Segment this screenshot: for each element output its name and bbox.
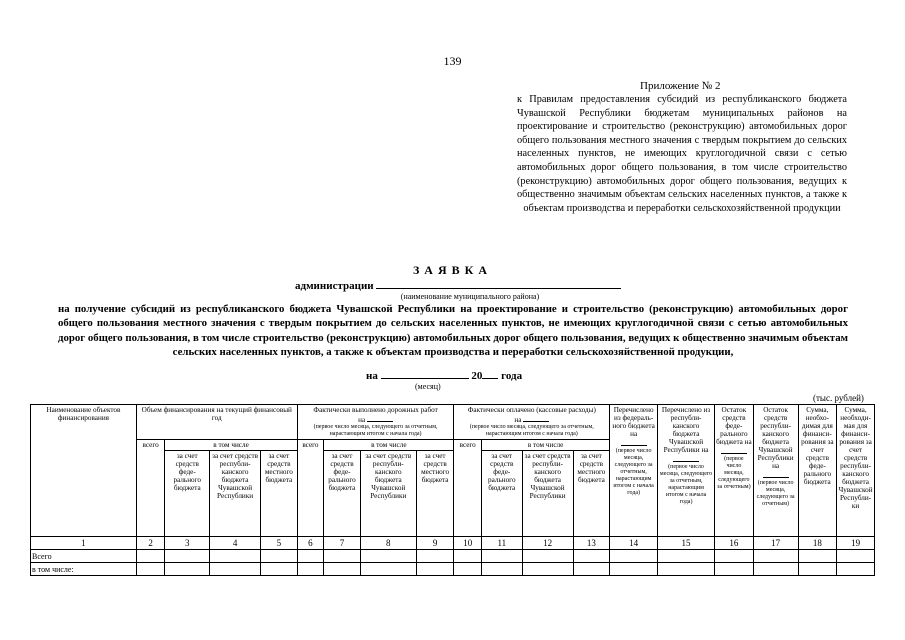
admin-caption: (наименование муниципального района) — [400, 292, 540, 301]
table-cell[interactable] — [658, 550, 715, 563]
col-number: 3 — [165, 537, 210, 550]
table-cell[interactable] — [753, 550, 798, 563]
header-paid-note: (первое число месяца, следующего за отчетным, нарастающим итогом с начала года) — [469, 424, 594, 437]
header-row-1 — [31, 405, 875, 440]
period-line — [366, 368, 522, 382]
col-number: 4 — [210, 537, 261, 550]
header-transferred-fed-label: Перечислено из федерального бюджета на — [612, 406, 655, 438]
header-balance-rep-label: Остаток средств республиканского бюджета Чувашской Республики на — [757, 406, 794, 470]
table-cell[interactable] — [416, 550, 454, 563]
header-volume: Объем финансирования на текущий финансовый год — [136, 405, 297, 440]
table-cell[interactable] — [658, 563, 715, 576]
header-fed: за счет средств федерального бюджета — [165, 451, 210, 537]
table-cell[interactable] — [297, 563, 323, 576]
header-need-rep: Сумма, необходимая для финансирования за счет средств республиканского бюджета Чувашской Республики — [837, 405, 875, 537]
col-number: 6 — [297, 537, 323, 550]
table-cell[interactable] — [210, 563, 261, 576]
month-field[interactable] — [381, 368, 469, 379]
table-cell[interactable] — [481, 563, 522, 576]
header-done-na: на — [358, 416, 366, 424]
table-cell[interactable] — [573, 563, 610, 576]
col-number: 8 — [360, 537, 416, 550]
table-row-including — [31, 563, 875, 576]
col-number: 18 — [798, 537, 837, 550]
table-cell[interactable] — [136, 563, 165, 576]
col-number: 1 — [31, 537, 137, 550]
table-cell[interactable] — [522, 563, 573, 576]
header-balance-fed-note: (первое число месяца, следующего за отчетным) — [717, 456, 751, 490]
page-number: 139 — [443, 54, 462, 68]
table-cell[interactable] — [165, 563, 210, 576]
period-suffix: года — [501, 370, 523, 382]
table-cell[interactable] — [454, 550, 481, 563]
year-field[interactable] — [482, 368, 498, 379]
header-incl: в том числе — [324, 440, 454, 451]
table-cell[interactable] — [798, 563, 837, 576]
table-cell[interactable] — [715, 563, 754, 576]
table-cell[interactable] — [454, 563, 481, 576]
table-cell[interactable] — [360, 563, 416, 576]
table-cell[interactable] — [165, 550, 210, 563]
table-cell[interactable] — [261, 563, 298, 576]
table-cell[interactable] — [324, 563, 361, 576]
admin-name-field[interactable] — [376, 278, 621, 289]
column-number-row — [31, 537, 875, 550]
header-need-fed: Сумма, необходимая для финансирования за счет средств федерального бюджета — [798, 405, 837, 537]
header-transferred-fed-note: (первое число месяца, следующего за отчетным, нарастающим итогом с начала года) — [613, 448, 654, 496]
header-loc: за счет средств местного бюджета — [416, 451, 454, 537]
admin-line — [295, 278, 621, 292]
units-label: (тыс. рублей) — [813, 393, 864, 403]
purpose-text: на получение субсидий из республиканского бюджета Чувашской Республики на проектирование и строительство (реконструкцию) автомобильных дорог общего пользования местного значения с твердым покрытием до сельских населенных пунктов, не имеющих круглогодичной связи с сетью автомобильных дорог общего пользования, в том числе строительство (реконструкцию) автомобильных дорог общего пользования, ведущих к общественно значимым объектам сельских населенных пунктов, а также к объектам производства и переработки сельскохозяйственной продукции, — [58, 303, 848, 358]
col-number: 12 — [522, 537, 573, 550]
table-cell[interactable] — [324, 550, 361, 563]
header-done-note: (первое число месяца, следующего за отчетным, нарастающим итогом с начала года) — [313, 424, 438, 437]
form-title: ЗАЯВКА — [412, 263, 493, 277]
table-cell[interactable] — [798, 550, 837, 563]
table-row-total — [31, 550, 875, 563]
table-cell[interactable] — [753, 563, 798, 576]
col-number: 15 — [658, 537, 715, 550]
header-balance-rep-note: (первое число месяца, следующего за отчетным) — [756, 480, 795, 507]
period-year: 20 — [471, 370, 483, 382]
header-rep: за счет средств республиканского бюджета Чувашской Республики — [210, 451, 261, 537]
row-label-including: в том числе: — [31, 563, 137, 576]
header-paid-label: Фактически оплачено (кассовые расходы) — [467, 406, 596, 414]
table-cell[interactable] — [297, 550, 323, 563]
month-caption: (месяц) — [415, 382, 441, 391]
appendix-text: к Правилам предоставления субсидий из республиканского бюджета Чувашской Республики бюджетам муниципальных районов на проектирование и строительство (реконструкцию) автомобильных дорог общего пользования местного значения с твердым покрытием до сельских населенных пунктов, не имеющих круглогодичной связи с сетью автомобильных дорог общего пользования, в том числе строительство (реконструкцию) автомобильных дорог общего пользования, ведущих к общественно значимым объектам сельских населенных пунктов, а также к объектам производства и переработки сельскохозяйственной продукции — [517, 94, 847, 214]
header-name: Наименование объектов финансирования — [31, 405, 137, 537]
table-cell[interactable] — [481, 550, 522, 563]
table-cell[interactable] — [610, 563, 658, 576]
header-balance-rep — [753, 405, 798, 537]
col-number: 16 — [715, 537, 754, 550]
table-cell[interactable] — [610, 550, 658, 563]
header-transferred-rep-label: Перечислено из республиканского бюджета Чувашской Республики на — [661, 406, 711, 454]
admin-label: администрации — [295, 280, 374, 292]
header-total: всего — [297, 440, 323, 537]
header-total: всего — [454, 440, 481, 537]
table-cell[interactable] — [522, 550, 573, 563]
table-cell[interactable] — [261, 550, 298, 563]
header-done-label: Фактически выполнено дорожных работ — [313, 406, 438, 414]
header-incl: в том числе — [165, 440, 297, 451]
header-incl: в том числе — [481, 440, 609, 451]
table-cell[interactable] — [837, 563, 875, 576]
header-loc: за счет средств местного бюджета — [261, 451, 298, 537]
header-transferred-fed — [610, 405, 658, 537]
row-label-total: Всего — [31, 550, 137, 563]
header-rep: за счет средств республиканского бюджета Чувашской Республики — [360, 451, 416, 537]
header-loc: за счет средств местного бюджета — [573, 451, 610, 537]
appendix-title: Приложение № 2 — [640, 80, 721, 92]
header-transferred-rep — [658, 405, 715, 537]
period-prefix: на — [366, 370, 378, 382]
col-number: 17 — [753, 537, 798, 550]
header-fed: за счет средств федерального бюджета — [324, 451, 361, 537]
header-total: всего — [136, 440, 165, 537]
header-paid — [454, 405, 610, 440]
table-cell[interactable] — [210, 550, 261, 563]
col-number: 9 — [416, 537, 454, 550]
col-number: 7 — [324, 537, 361, 550]
col-number: 19 — [837, 537, 875, 550]
header-rep: за счет средств республиканского бюджета Чувашской Республики — [522, 451, 573, 537]
table-cell[interactable] — [360, 550, 416, 563]
table-cell[interactable] — [715, 550, 754, 563]
table-cell[interactable] — [573, 550, 610, 563]
col-number: 2 — [136, 537, 165, 550]
col-number: 5 — [261, 537, 298, 550]
header-transferred-rep-note: (первое число месяца, следующего за отчетным, нарастающим итогом с начала года) — [659, 464, 713, 505]
col-number: 11 — [481, 537, 522, 550]
request-table — [30, 404, 875, 576]
header-paid-na: на — [514, 416, 522, 424]
header-fed: за счет средств федерального бюджета — [481, 451, 522, 537]
col-number: 14 — [610, 537, 658, 550]
table-cell[interactable] — [416, 563, 454, 576]
table-cell[interactable] — [837, 550, 875, 563]
header-balance-fed — [715, 405, 754, 537]
col-number: 10 — [454, 537, 481, 550]
header-balance-fed-label: Остаток средств федерального бюджета на — [716, 406, 752, 446]
header-done — [297, 405, 454, 440]
table-cell[interactable] — [136, 550, 165, 563]
col-number: 13 — [573, 537, 610, 550]
